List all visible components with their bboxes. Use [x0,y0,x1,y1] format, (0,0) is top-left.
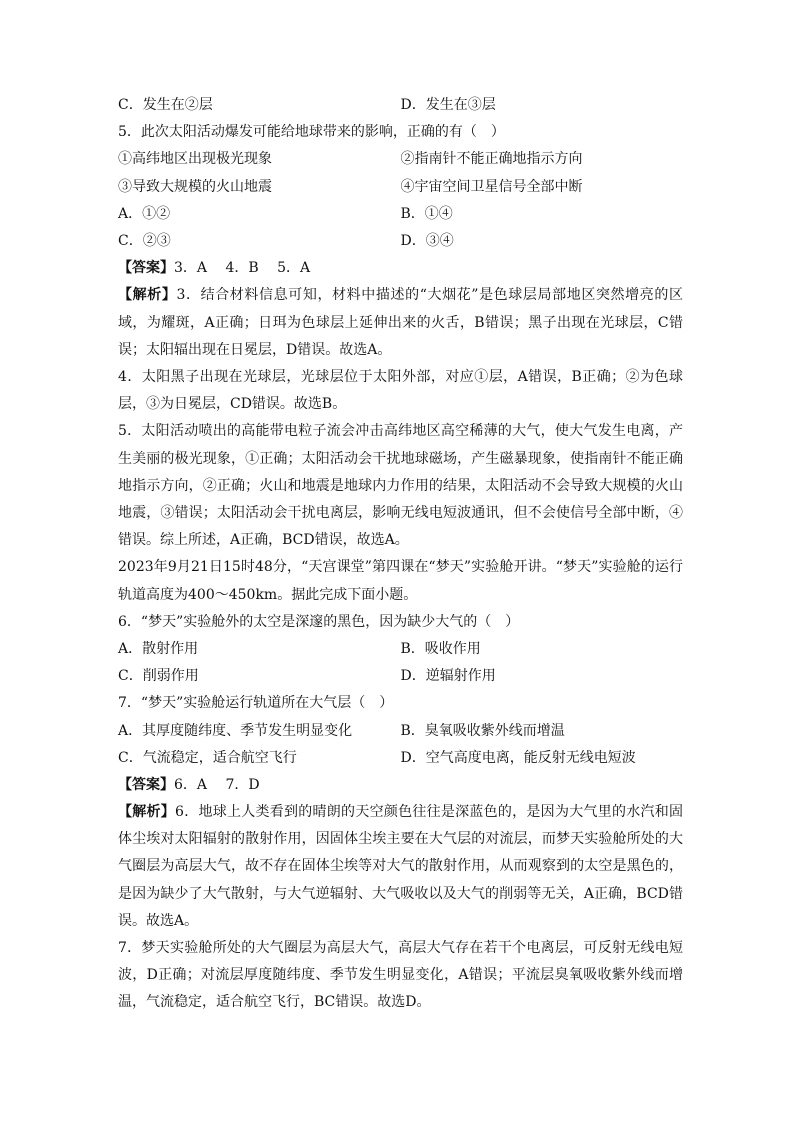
q7-option-d: D．空气高度电离，能反射无线电短波 [400,749,636,766]
answer-text: 3．A 4．B 5．A [174,260,311,277]
q7-option-c: C．气流稳定，适合航空飞行 [118,749,297,766]
q5-options-row-2 [118,228,683,255]
q6-options-row-1 [118,636,683,663]
analysis-q7: 7．梦天实验舱所处的大气圈层为高层大气，高层大气存在若干个电离层，可反射无线电短波，D正确；对流层厚度随纬度、季节发生明显变化，A错误；平流层臭氧吸收紫外线而增温，气流稳定，适合航空飞行，BC错误。故选D。 [118,940,683,1011]
answer-block-2 [118,772,683,799]
q5-option-c: C．②③ [118,232,171,249]
q5-items-row-2 [118,174,683,201]
q5-option-a: A．①② [118,205,171,222]
q5-items-row-1 [118,146,683,173]
q5-option-b: B．①④ [400,205,453,222]
analysis-block-2 [118,799,683,935]
answer-tag: 【答案】 [118,260,174,277]
q6-options-row-2 [118,663,683,690]
q5-item-4: ④宇宙空间卫星信号全部中断 [400,178,583,195]
q5-option-d: D．③④ [400,232,454,249]
q5-stem: 5．此次太阳活动爆发可能给地球带来的影响，正确的有（ ） [118,124,505,141]
q6-option-b: B．吸收作用 [400,640,481,657]
analysis-q4: 4．太阳黑子出现在光球层，光球层位于太阳外部，对应①层，A错误，B正确；②为色球层，③为日冕层，CD错误。故选B。 [118,368,683,413]
q6-option-a: A．散射作用 [118,640,199,657]
q7-options-row-2 [118,745,683,772]
analysis-tag: 【解析】 [118,287,177,304]
q4-options-row [118,92,683,119]
q5-item-2: ②指南针不能正确地指示方向 [400,151,583,168]
q7-stem: 7．“梦天”实验舱运行轨道所在大气层（ ） [118,695,394,712]
q4-option-c: C．发生在②层 [118,97,213,113]
q4-option-d: D．发生在③层 [400,97,496,113]
q7-option-a: A．其厚度随纬度、季节发生明显变化 [118,722,353,739]
analysis-q6: 6．地球上人类看到的晴朗的天空颜色往往是深蓝色的，是因为大气里的水汽和固体尘埃对太阳辐射的散射作用，因固体尘埃主要在大气层的对流层，而梦天实验舱所处的大气圈层为高层大气，故不存在固体尘埃等对大气的散射作用，从而观察到的太空是黑色的，是因为缺少了大气散射，与大气逆辐射、大气吸收以及大气的削弱等无关，A正确，BCD错误。故选A。 [118,804,684,929]
q7-options-row-1 [118,718,683,745]
analysis-block-1 [118,282,683,364]
q6-option-d: D．逆辐射作用 [400,668,496,685]
answer-text: 6．A 7．D [174,776,260,793]
answer-block-1 [118,255,683,282]
q6-option-c: C．削弱作用 [118,668,199,685]
material-text: 2023年9月21日15时48分，“天宫课堂”第四课在“梦天”实验舱开讲。“梦天”实验舱的运行轨道高度为400～450km。据此完成下面小题。 [118,559,683,603]
q7-option-b: B．臭氧吸收紫外线而增温 [400,722,565,739]
q5-options-row-1 [118,201,683,228]
q5-item-1: ①高纬地区出现极光现象 [118,151,272,168]
analysis-q5: 5．太阳活动喷出的高能带电粒子流会冲击高纬地区高空稀薄的大气，使大气发生电离，产生美丽的极光现象，①正确；太阳活动会干扰地球磁场，产生磁暴现象，使指南针不能正确地指示方向，②正确；火山和地震是地球内力作用的结果，太阳活动不会导致大规模的火山地震，③错误；太阳活动会干扰电离层，影响无线电短波通讯，但不会使信号全部中断，④错误。综上所述，A正确，BCD错误，故选A。 [118,423,683,549]
q6-stem: 6．“梦天”实验舱外的太空是深邃的黑色，因为缺少大气的（ ） [118,613,520,630]
analysis-tag: 【解析】 [118,804,176,821]
q5-item-3: ③导致大规模的火山地震 [118,178,272,195]
answer-tag: 【答案】 [118,776,174,793]
page-content [118,92,683,1017]
analysis-q3: 3．结合材料信息可知，材料中描述的“大烟花”是色球层局部地区突然增亮的区域，为耀斑，A正确；日珥为色球层上延伸出来的火舌，B错误；黑子出现在光球层，C错误；太阳辐出现在日冕层，D错误。故选A。 [118,287,683,358]
